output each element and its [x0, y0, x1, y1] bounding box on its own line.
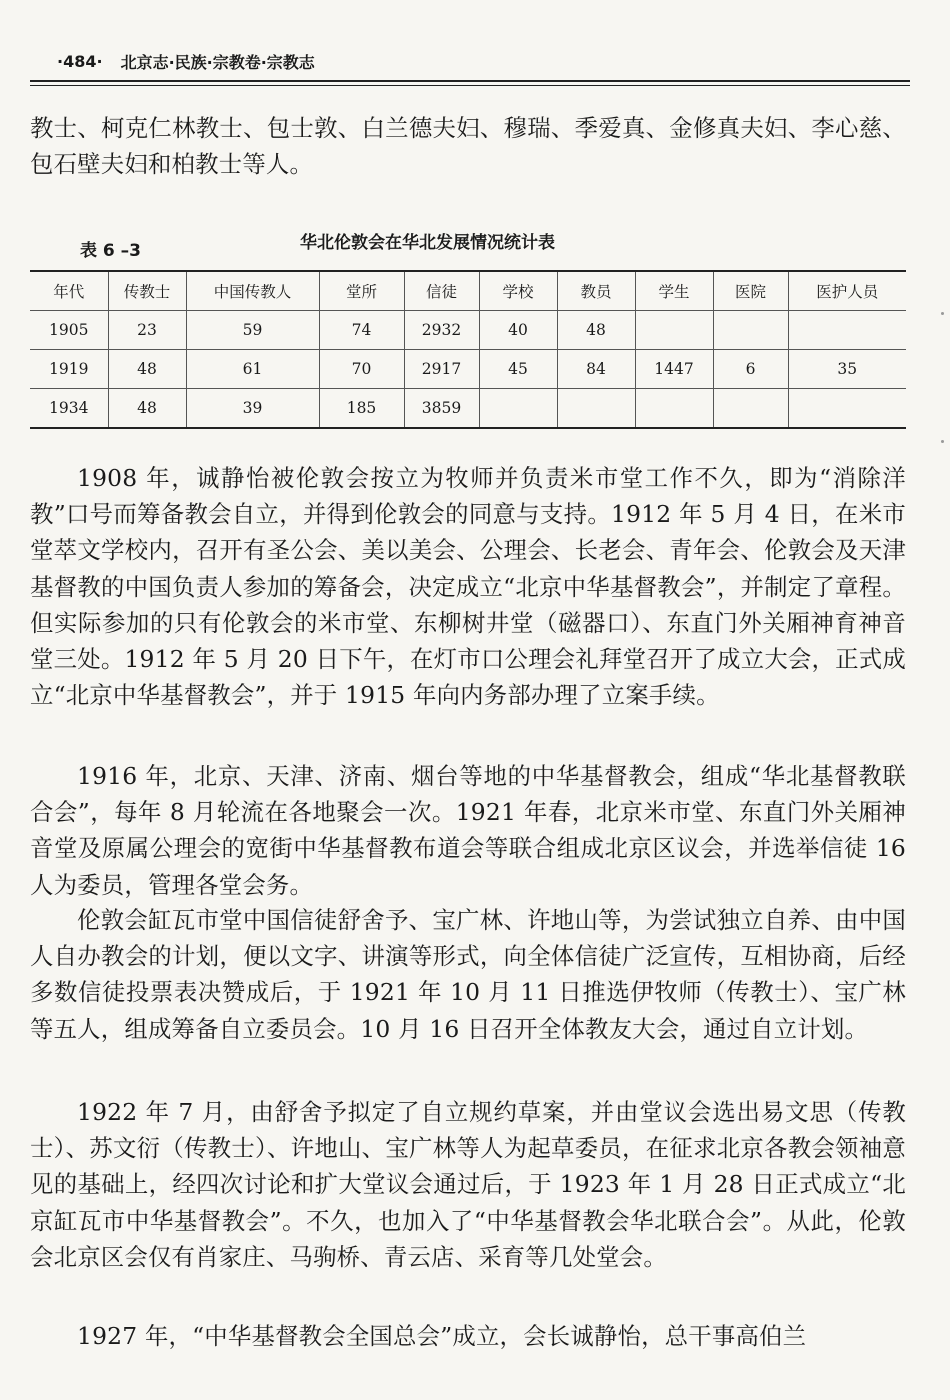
column-header: 学生: [635, 271, 713, 311]
body-paragraph: 1922 年 7 月，由舒舍予拟定了自立规约草案，并由堂议会选出易文思（传教士）、苏文衍（传教士）、许地山、宝广林等人为起草委员，在征求北京各教会领袖意见的基础上，经四次讨论和扩大堂议会通过后，于 1923 年 1 月 28 日正式成立“北京缸瓦市中华基督教会”。不久，也加入了“中华基督教会华北联合会”。从此，伦敦会北京区会仅有肖家庄、马驹桥、青云店、采育等几处堂会。: [30, 1098, 906, 1271]
table-cell: [788, 389, 906, 429]
table-cell: [713, 389, 788, 429]
column-header: 教员: [557, 271, 635, 311]
table-cell: 48: [108, 350, 186, 389]
table-cell: [479, 389, 557, 429]
scan-speck: [941, 312, 944, 315]
table-cell: 1934: [49, 399, 89, 417]
table-cell: [635, 389, 713, 429]
header-rule-thin: [30, 85, 910, 86]
table-cell: 35: [788, 350, 906, 389]
table-cell: 1447: [635, 350, 713, 389]
table-cell: 48: [108, 389, 186, 429]
table-cell: [635, 311, 713, 350]
running-header: [55, 48, 910, 74]
table-cell: 2932: [404, 311, 479, 350]
body-paragraph: 伦敦会缸瓦市堂中国信徒舒舍予、宝广林、许地山等，为尝试独立自养、由中国人自办教会的计划，便以文字、讲演等形式，向全体信徒广泛宣传，互相协商，后经多数信徒投票表决赞成后，于 1921 年 10 月 11 日推选伊牧师（传教士）、宝广林等五人，组成筹备自立委员会。10 月 16 日召开全体教友大会，通过自立计划。: [30, 906, 906, 1043]
table-cell: [788, 311, 906, 350]
column-header: 年代: [53, 283, 85, 301]
table-cell: 1905: [49, 321, 89, 339]
column-header: 中国传教人: [186, 271, 319, 311]
book-title: 北京志·民族·宗教卷·宗教志: [120, 52, 315, 72]
table-cell: 185: [319, 389, 404, 429]
table-cell: 3859: [404, 389, 479, 429]
column-header: 传教士: [108, 271, 186, 311]
body-paragraph: 1916 年，北京、天津、济南、烟台等地的中华基督教会，组成“华北基督教联合会”，每年 8 月轮流在各地聚会一次。1921 年春，北京米市堂、东直门外关厢神音堂及原属公理会的宽街中华基督教布道会等联合组成北京区议会，并选举信徒 16 人为委员，管理各堂会务。: [30, 762, 906, 899]
table-cell: [713, 311, 788, 350]
table-row: [30, 350, 906, 389]
column-header: 堂所: [319, 271, 404, 311]
table-row: [30, 389, 906, 429]
body-paragraph: 1908 年，诚静怡被伦敦会按立为牧师并负责米市堂工作不久，即为“消除洋教”口号而筹备教会自立，并得到伦敦会的同意与支持。1912 年 5 月 4 日，在米市堂萃文学校内，召开有圣公会、美以美会、公理会、长老会、青年会、伦敦会及天津基督教的中国负责人参加的筹备会，决定成立“北京中华基督教会”，并制定了章程。但实际参加的只有伦敦会的米市堂、东柳树井堂（磁器口）、东直门外关厢神育神音堂三处。1912 年 5 月 20 日下午，在灯市口公理会礼拜堂召开了成立大会，正式成立“北京中华基督教会”，并于 1915 年向内务部办理了立案手续。: [30, 464, 906, 710]
column-header: 学校: [479, 271, 557, 311]
intro-paragraph: 教士、柯克仁林教士、包士敦、白兰德夫妇、穆瑞、季爱真、金修真夫妇、李心慈、包石壁夫妇和柏教士等人。: [30, 114, 906, 179]
table-cell: 74: [319, 311, 404, 350]
table-cell: [557, 389, 635, 429]
table-cell: 48: [557, 311, 635, 350]
column-header: 医院: [713, 271, 788, 311]
table-row: [30, 311, 906, 350]
table-cell: 1919: [49, 360, 89, 378]
table-number: 表 6 –3: [80, 241, 141, 261]
page-number: ·484·: [57, 51, 103, 71]
scan-speck: [941, 440, 944, 443]
table-cell: 6: [713, 350, 788, 389]
table-title: 华北伦敦会在华北发展情况统计表: [300, 233, 555, 253]
table-header-row: [30, 271, 906, 311]
column-header: 信徒: [404, 271, 479, 311]
table-cell: 23: [108, 311, 186, 350]
column-header: 医护人员: [788, 271, 906, 311]
table-cell: 61: [186, 350, 319, 389]
table-cell: 45: [479, 350, 557, 389]
body-paragraph: 1927 年，“中华基督教会全国总会”成立，会长诚静怡，总干事高伯兰: [77, 1322, 807, 1350]
statistics-table: [30, 270, 906, 429]
header-rule: [30, 80, 910, 82]
table-cell: 2917: [404, 350, 479, 389]
table-cell: 59: [186, 311, 319, 350]
table-cell: 40: [479, 311, 557, 350]
table-cell: 39: [186, 389, 319, 429]
table-cell: 70: [319, 350, 404, 389]
table-cell: 84: [557, 350, 635, 389]
